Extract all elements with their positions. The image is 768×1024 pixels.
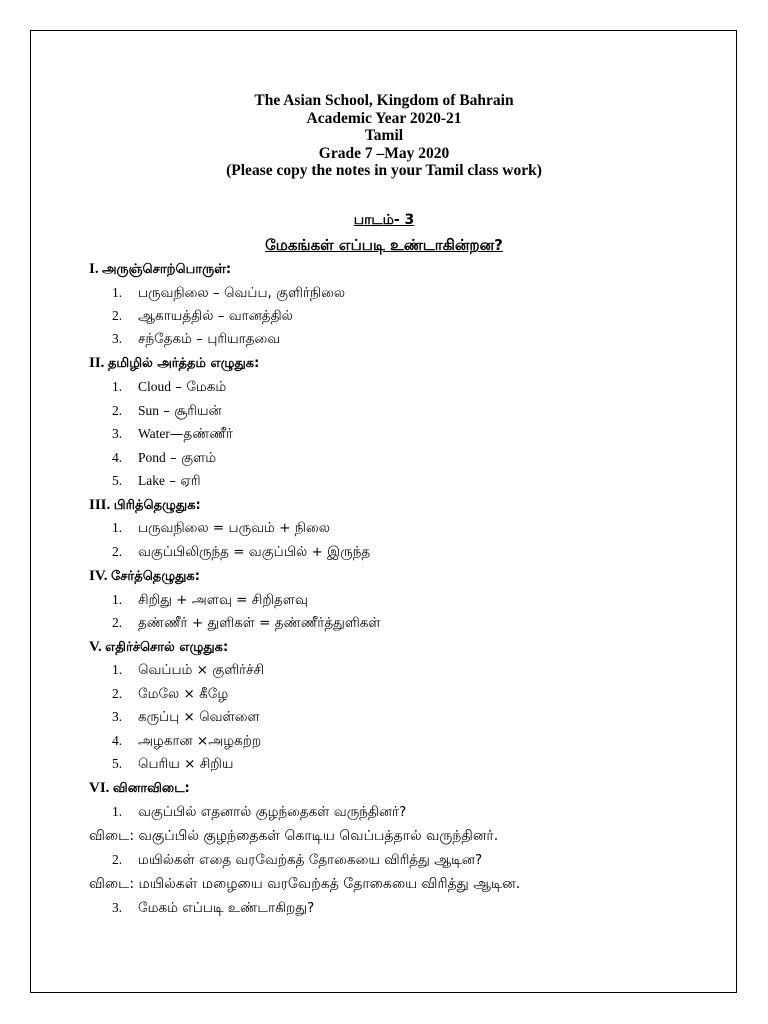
item-number: 2. [112, 544, 123, 559]
lesson-title: மேகங்கள் எப்படி உண்டாகின்றன? [265, 236, 503, 254]
instruction-note: (Please copy the notes in your Tamil class work) [226, 162, 542, 179]
item-number: 2. [112, 686, 123, 701]
item-number: 2. [112, 308, 123, 323]
question-text: வகுப்பில் எதனால் குழந்தைகள் வருந்தினர்? [138, 804, 407, 820]
section-number: II. [89, 355, 105, 371]
section-number: I. [89, 261, 99, 277]
section-heading [89, 566, 200, 587]
item-number: 1. [112, 379, 123, 394]
item-number: 2. [112, 403, 123, 418]
question-text: மயில்கள் எதை வரவேற்கத் தோகையை விரித்து ஆடின? [138, 852, 483, 868]
item-text: ஆகாயத்தில் – வானத்தில் [138, 308, 293, 324]
list-item [112, 754, 234, 774]
item-text: பெரிய × சிறிய [138, 756, 234, 772]
document-header [0, 92, 768, 180]
item-text: அழகான ×அழகற்ற [138, 733, 262, 749]
list-item [112, 518, 330, 538]
item-text: – மேகம் [171, 379, 227, 395]
list-item [112, 306, 293, 326]
item-text: – சூரியன் [159, 403, 222, 419]
answer: விடை: மயில்கள் மழையை வரவேற்கத் தோகையை விரித்து ஆடின. [89, 876, 521, 892]
section-number: IV. [89, 568, 108, 584]
section-title: சேர்த்தெழுதுக: [111, 569, 200, 584]
english-word: Lake [138, 473, 165, 488]
item-text: – ஏரி [164, 473, 201, 489]
question-text: மேகம் எப்படி உண்டாகிறது? [138, 900, 315, 916]
question [112, 898, 314, 918]
item-number: 1. [112, 662, 123, 677]
list-item [112, 424, 233, 444]
section-heading [89, 637, 228, 658]
question [112, 850, 482, 870]
section-heading [89, 495, 201, 516]
list-item [112, 590, 308, 610]
section-heading [89, 353, 259, 374]
grade-date: Grade 7 –May 2020 [318, 144, 450, 162]
list-item [112, 401, 222, 421]
section-heading [89, 778, 190, 799]
item-number: 2. [112, 615, 123, 630]
section-number: V. [89, 639, 102, 655]
list-item [112, 283, 345, 303]
item-number: 3. [112, 709, 123, 724]
item-text: கருப்பு × வெள்ளை [138, 709, 260, 725]
section-title: வினாவிடை: [112, 781, 190, 796]
english-word: Cloud [138, 379, 172, 394]
item-text: சிறிது + அளவு = சிறிதளவு [138, 592, 308, 608]
section-title: தமிழில் அர்த்தம் எழுதுக: [107, 356, 260, 371]
item-text: வெப்பம் × குளிர்ச்சி [138, 662, 265, 678]
subject: Tamil [364, 127, 404, 144]
list-item [112, 542, 370, 562]
school-name: The Asian School, Kingdom of Bahrain [254, 92, 514, 109]
english-word: Water [138, 426, 170, 441]
list-item [112, 731, 261, 751]
list-item [112, 377, 226, 397]
item-number: 5. [112, 756, 123, 771]
item-text: வகுப்பிலிருந்த = வகுப்பில் + இருந்த [138, 544, 371, 560]
item-number: 1. [112, 285, 123, 300]
item-number: 1. [112, 804, 123, 819]
item-text: —தண்ணீர் [169, 426, 233, 442]
item-text: மேலே × கீழே [138, 686, 229, 702]
academic-year: Academic Year 2020-21 [306, 109, 462, 127]
item-text: பருவநிலை = பருவம் + நிலை [138, 520, 330, 536]
item-number: 3. [112, 331, 123, 346]
list-item [112, 448, 216, 468]
english-word: Pond [138, 450, 166, 465]
item-number: 3. [112, 426, 123, 441]
item-number: 4. [112, 733, 123, 748]
section-number: VI. [89, 780, 110, 796]
section-title: பிரித்தெழுதுக: [113, 498, 201, 513]
item-text: – குளம் [165, 450, 217, 466]
item-number: 5. [112, 473, 123, 488]
item-number: 2. [112, 852, 123, 867]
item-number: 3. [112, 900, 123, 915]
item-number: 1. [112, 592, 123, 607]
answer: விடை: வகுப்பில் குழந்தைகள் கொடிய வெப்பத்தால் வருந்தினர். [89, 828, 499, 844]
item-number: 1. [112, 520, 123, 535]
lesson-number: பாடம்- 3 [353, 212, 415, 228]
section-title: எதிர்ச்சொல் எழுதுக: [105, 640, 229, 655]
list-item [112, 660, 264, 680]
list-item [112, 613, 381, 633]
english-word: Sun [138, 403, 160, 418]
list-item [112, 471, 201, 491]
list-item [112, 329, 280, 349]
list-item [112, 707, 260, 727]
item-text: தண்ணீர் + துளிகள் = தண்ணீர்த்துளிகள் [138, 615, 381, 631]
list-item [112, 684, 228, 704]
section-heading [89, 259, 231, 280]
section-title: அருஞ்சொற்பொருள்: [102, 262, 232, 277]
item-number: 4. [112, 450, 123, 465]
item-text: பருவநிலை – வெப்ப, குளிர்நிலை [138, 285, 346, 301]
item-text: சந்தேகம் – புரியாதவை [138, 331, 281, 347]
section-number: III. [89, 497, 111, 513]
question [112, 802, 406, 822]
